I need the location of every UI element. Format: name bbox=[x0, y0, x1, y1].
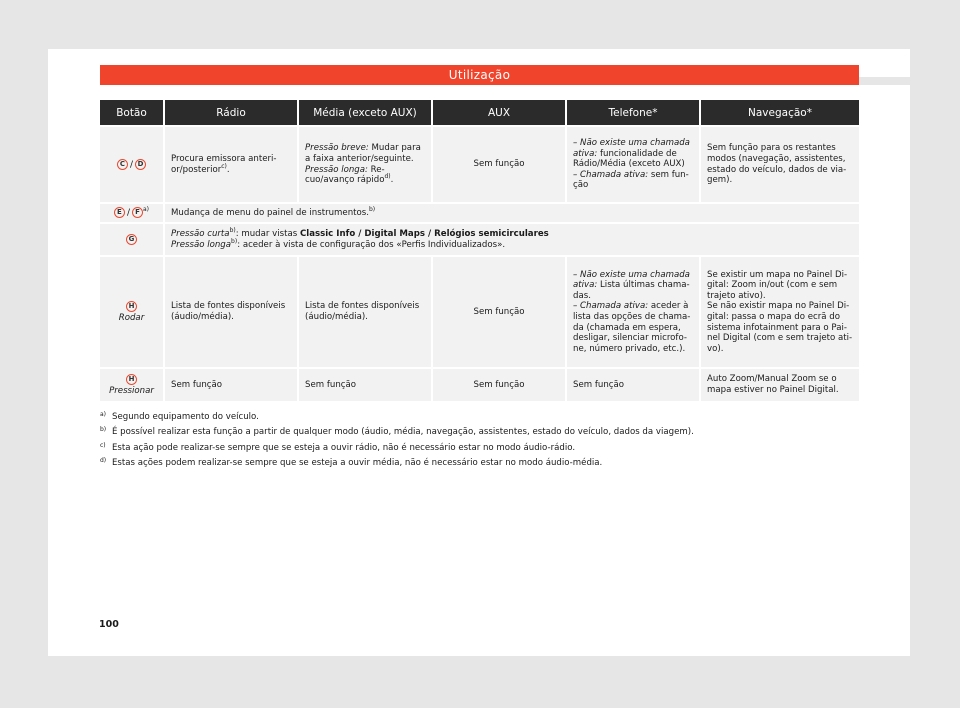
text: . bbox=[226, 164, 230, 175]
text: Pressão breve: bbox=[305, 143, 369, 154]
table-row bbox=[100, 223, 859, 256]
button-cell bbox=[100, 203, 164, 223]
radio-cell bbox=[164, 256, 298, 368]
footnote bbox=[100, 427, 860, 437]
button-key-h: H bbox=[126, 374, 137, 385]
text: Sem função bbox=[473, 306, 525, 317]
text: Sem função bbox=[305, 379, 357, 390]
description-cell bbox=[164, 223, 859, 256]
phone-cell bbox=[566, 256, 700, 368]
text: Sem função bbox=[171, 379, 223, 390]
text: Lista de fontes disponíveis (áudio/média). bbox=[171, 301, 286, 322]
text: Lista de fontes disponíveis (áudio/média). bbox=[305, 301, 420, 322]
text: Sem função bbox=[473, 159, 525, 170]
button-cell bbox=[100, 368, 164, 401]
navigation-cell bbox=[700, 126, 859, 203]
text: cuo/avanço rápido bbox=[305, 175, 385, 186]
text: aceder à bbox=[648, 301, 689, 312]
table-row bbox=[100, 203, 859, 223]
text: Rádio/Média (exceto AUX) bbox=[573, 159, 685, 170]
text: ativa: bbox=[573, 148, 598, 159]
table-row bbox=[100, 126, 859, 203]
text: Pressionar bbox=[109, 385, 154, 396]
text: : aceder à vista de configuração dos «Perfis Individualizados». bbox=[237, 239, 506, 250]
text: or/posterior bbox=[171, 164, 222, 175]
text: ativa: bbox=[573, 280, 598, 291]
button-cell bbox=[100, 126, 164, 203]
controls-table bbox=[100, 100, 859, 401]
text: Relógios semicirculares bbox=[434, 228, 549, 239]
text: Re- bbox=[367, 164, 385, 175]
button-key-d: D bbox=[135, 159, 146, 170]
navigation-cell bbox=[700, 256, 859, 368]
phone-cell bbox=[566, 126, 700, 203]
text: Auto Zoom/Manual Zoom se o mapa estiver no Painel Digital. bbox=[707, 374, 839, 395]
aux-cell bbox=[432, 368, 566, 401]
footnote-ref: b) bbox=[231, 237, 238, 245]
footnote-mark: c) bbox=[100, 441, 106, 449]
separator: / bbox=[425, 228, 435, 239]
footnote-ref: c) bbox=[221, 162, 227, 170]
text: – Não existe uma chamada bbox=[573, 138, 690, 149]
text: funcionalidade de bbox=[597, 148, 677, 159]
footnotes bbox=[100, 412, 860, 474]
text: ção bbox=[573, 180, 589, 191]
radio-cell bbox=[164, 126, 298, 203]
text: – Chamada ativa: bbox=[573, 301, 649, 312]
text: Digital Maps bbox=[364, 228, 425, 239]
footnote-mark: d) bbox=[100, 457, 107, 465]
text: Se não existir mapa no Painel Di-gital: passa o mapa do ecrã do sistema infotainment para o Pai-nel Digital (com e sem trajeto ati-vo). bbox=[707, 301, 853, 354]
text: Pressão longa bbox=[171, 239, 232, 250]
aux-cell bbox=[432, 256, 566, 368]
table-row bbox=[100, 256, 859, 368]
text: Mudança de menu do painel de instrumentos. bbox=[171, 207, 369, 218]
media-cell bbox=[298, 256, 432, 368]
separator: / bbox=[129, 159, 134, 170]
footnote-text: É possível realizar esta função a partir de qualquer modo (áudio, média, navegação, assistentes, estado do veículo, dados da viagem). bbox=[112, 427, 694, 438]
footnote-text: Estas ações podem realizar-se sempre que se esteja a ouvir média, não é necessário estar no modo áudio-média. bbox=[112, 458, 603, 469]
phone-cell bbox=[566, 368, 700, 401]
col-header-media: Média (exceto AUX) bbox=[298, 100, 432, 126]
text: Mudar para bbox=[368, 143, 421, 154]
button-key-h: H bbox=[126, 301, 137, 312]
footnote-mark: a) bbox=[100, 411, 107, 418]
footnote bbox=[100, 458, 860, 468]
col-header-radio: Rádio bbox=[164, 100, 298, 126]
footnote-mark: b) bbox=[100, 426, 107, 434]
footnote-text: Esta ação pode realizar-se sempre que se esteja a ouvir rádio, não é necessário estar no modo áudio-rádio. bbox=[112, 442, 576, 453]
text: Sem função bbox=[473, 379, 525, 390]
col-header-telefone: Telefone* bbox=[566, 100, 700, 126]
text: – Chamada ativa: bbox=[573, 169, 649, 180]
media-cell bbox=[298, 126, 432, 203]
col-header-botao: Botão bbox=[100, 100, 164, 126]
text: a faixa anterior/seguinte. bbox=[305, 153, 414, 164]
separator: / bbox=[126, 208, 130, 219]
text: Sem função para os restantes modos (navegação, assistentes, estado do veículo, dados de via-gem). bbox=[707, 143, 847, 186]
text: Rodar bbox=[118, 312, 145, 323]
footnote bbox=[100, 443, 860, 453]
footnote-ref: d) bbox=[384, 173, 391, 181]
text: das. bbox=[573, 290, 591, 301]
footnote-ref: a) bbox=[143, 206, 150, 214]
button-key-g: G bbox=[126, 234, 137, 245]
separator: / bbox=[355, 228, 365, 239]
text: Se existir um mapa no Painel Di-gital: Zoom in/out (com e sem trajeto ativo). bbox=[707, 269, 848, 301]
table-header-row bbox=[100, 100, 859, 126]
text: Classic Info bbox=[299, 228, 356, 239]
page-number: 100 bbox=[99, 619, 119, 630]
navigation-cell bbox=[700, 368, 859, 401]
media-cell bbox=[298, 368, 432, 401]
radio-cell bbox=[164, 368, 298, 401]
text: – Não existe uma chamada bbox=[573, 269, 690, 280]
button-cell bbox=[100, 223, 164, 256]
aux-cell bbox=[432, 126, 566, 203]
page-edge-strip bbox=[859, 77, 910, 85]
text: sem fun- bbox=[648, 169, 689, 180]
footnote bbox=[100, 412, 860, 422]
text: lista das opções de chama-da (chamada em espera, desligar, silenciar microfo-ne, número privado, etc.). bbox=[573, 312, 691, 354]
table-row bbox=[100, 368, 859, 401]
section-header: Utilização bbox=[100, 65, 859, 85]
button-cell bbox=[100, 256, 164, 368]
footnote-text: Segundo equipamento do veículo. bbox=[112, 412, 259, 422]
text: Pressão longa: bbox=[305, 164, 368, 175]
text: Pressão curta bbox=[171, 228, 230, 239]
button-key-f: F bbox=[132, 207, 143, 218]
button-key-e: E bbox=[114, 207, 125, 218]
text: Procura emissora anteri- bbox=[171, 153, 277, 164]
description-cell bbox=[164, 203, 859, 223]
footnote-ref: b) bbox=[369, 205, 376, 213]
button-key-c: C bbox=[117, 159, 128, 170]
text: Sem função bbox=[573, 379, 625, 390]
text: Lista últimas chama- bbox=[597, 280, 690, 291]
col-header-aux: AUX bbox=[432, 100, 566, 126]
text: . bbox=[390, 175, 394, 186]
col-header-navegacao: Navegação* bbox=[700, 100, 859, 126]
footnote-ref: b) bbox=[229, 227, 236, 235]
text: : mudar vistas bbox=[235, 228, 300, 239]
